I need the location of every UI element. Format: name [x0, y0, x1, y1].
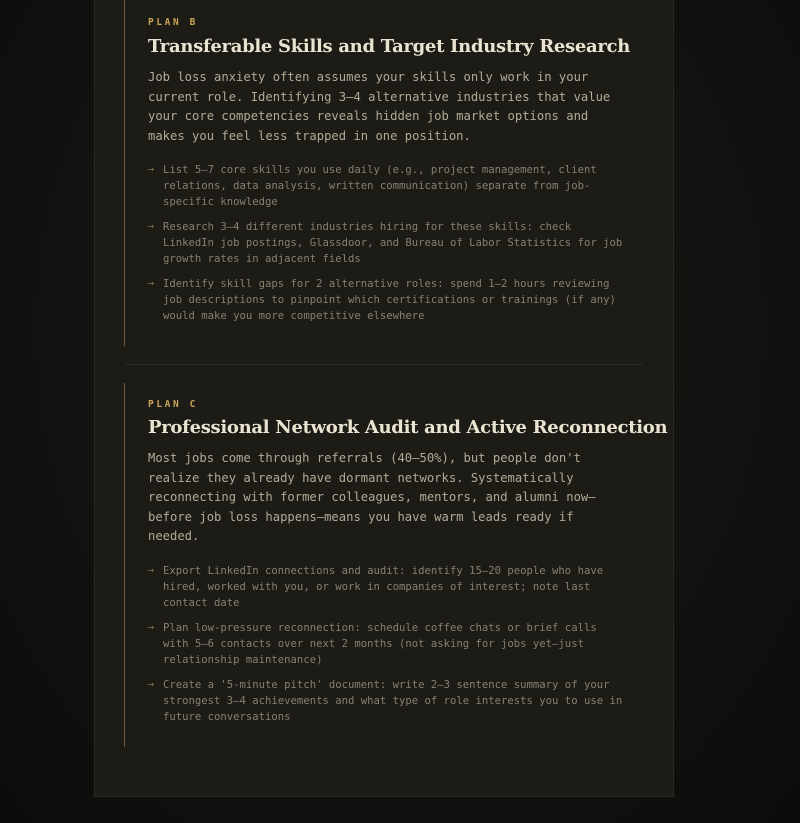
plan-title: Transferable Skills and Target Industry Research — [148, 36, 630, 57]
arrow-right-icon: → — [148, 278, 155, 289]
action-list — [148, 162, 628, 333]
list-item — [148, 563, 628, 611]
plan-description: Most jobs come through referrals (40–50%), but people don't realize they already have dormant networks. Systematically reconnecting with former colleagues, mentors, and alumni now—before job loss happens—means you have warm leads ready if needed. — [148, 451, 596, 544]
section-divider — [125, 364, 643, 365]
arrow-right-icon: → — [148, 622, 155, 633]
list-item — [148, 162, 628, 210]
list-item-text: Research 3–4 different industries hiring for these skills: check LinkedIn job postings, Glassdoor, and Bureau of Labor Statistics for job growth rates in adjacent fields — [163, 221, 623, 265]
list-item — [148, 677, 628, 725]
list-item-text: Export LinkedIn connections and audit: identify 15–20 people who have hired, worked with you, or work in companies of interest; note last contact date — [163, 565, 604, 609]
arrow-right-icon: → — [148, 565, 155, 576]
list-item — [148, 620, 628, 668]
plan-label: PLAN C — [148, 399, 198, 410]
list-item — [148, 219, 628, 267]
list-item-text: List 5–7 core skills you use daily (e.g., project management, client relations, data analysis, written communication) separate from job-specific knowledge — [163, 164, 597, 208]
plans-card — [94, 0, 674, 797]
list-item — [148, 276, 628, 324]
arrow-right-icon: → — [148, 679, 155, 690]
plan-c-section — [124, 383, 668, 747]
list-item-text: Plan low-pressure reconnection: schedule coffee chats or brief calls with 5–6 contacts over next 2 months (not asking for jobs yet—just relationship maintenance) — [163, 622, 597, 666]
plan-title: Professional Network Audit and Active Reconnection — [148, 417, 668, 438]
list-item-text: Create a '5-minute pitch' document: write 2–3 sentence summary of your strongest 3–4 achievements and what type of role interests you to use in future conversations — [163, 679, 623, 723]
list-item-text: Identify skill gaps for 2 alternative roles: spend 1–2 hours reviewing job descriptions to pinpoint which certifications or trainings (if any) would make you more competitive elsewhere — [163, 278, 616, 322]
arrow-right-icon: → — [148, 221, 155, 232]
plan-description: Job loss anxiety often assumes your skills only work in your current role. Identifying 3–4 alternative industries that value your core competencies reveals hidden job market options and makes you feel less trapped in one position. — [148, 70, 611, 143]
arrow-right-icon: → — [148, 164, 155, 175]
action-list — [148, 563, 628, 734]
plan-label: PLAN B — [148, 17, 198, 28]
plan-b-section — [124, 0, 644, 346]
